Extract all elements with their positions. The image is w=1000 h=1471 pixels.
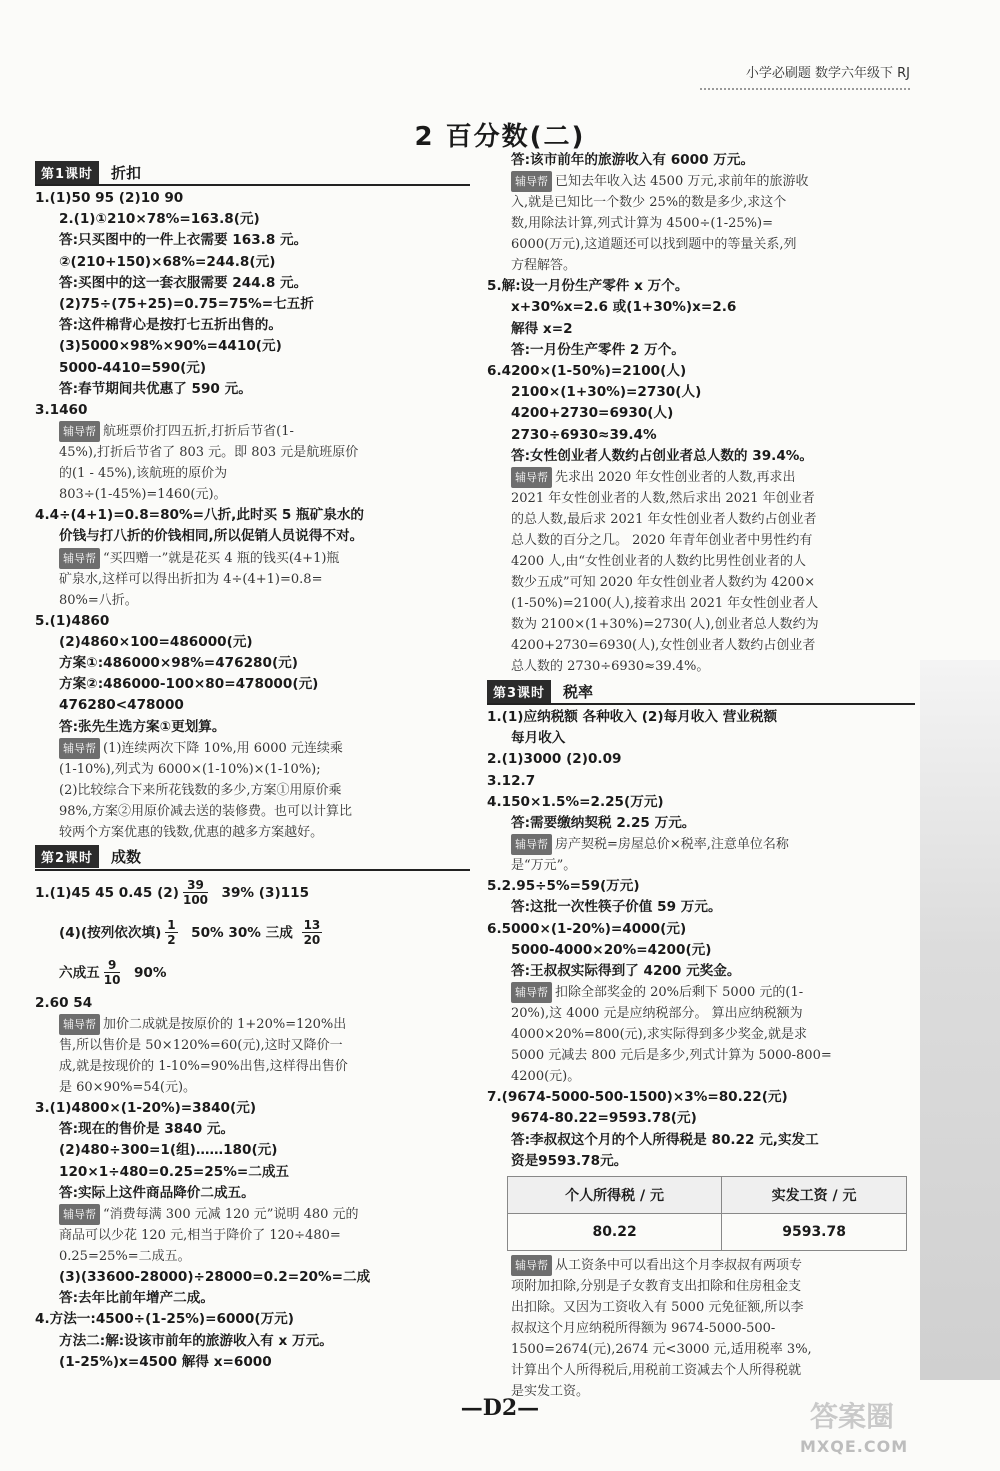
answer-l3-q7 [487, 1087, 915, 1172]
lesson-2-title: 成数 [111, 848, 142, 867]
note-line [511, 1339, 915, 1360]
l2-q2: 2.60 54 [35, 994, 93, 1011]
answer-q4-top [487, 150, 915, 171]
note-line [59, 484, 470, 505]
note-line [59, 548, 470, 569]
answer-l2-q3c [35, 1267, 470, 1373]
header-divider [700, 88, 910, 90]
fraction-9-10 [104, 958, 121, 987]
answer-line: 每月收入 [511, 730, 566, 747]
lesson-1-badge: 第1课时 [35, 161, 99, 184]
note-line [59, 738, 470, 759]
lesson-3-badge: 第3课时 [487, 680, 551, 703]
answer-line: 2.(1)①210×78%=163.8(元) [59, 211, 260, 228]
note-tag-icon: 辅导帮 [59, 1014, 100, 1035]
note-text: 2021 年女性创业者的人数,然后求出 2021 年创业者 [511, 491, 815, 507]
note-text: 已知去年收入达 4500 万元,求前年的旅游收 [555, 174, 809, 190]
denominator: 10 [103, 973, 121, 988]
text: 39% (3)115 [221, 884, 310, 901]
note-text: 1500=2674(元),2674 元<3000 元,适用税率 3%, [511, 1342, 812, 1358]
note-tag-icon: 辅导帮 [511, 1255, 552, 1276]
note-text: 4200 人,由“女性创业者的人数约比男性创业者的人 [511, 554, 806, 570]
answer-line: 4.方法一:4500÷(1-25%)=6000(万元) [35, 1311, 294, 1328]
note-text: 数为 2100×(1+30%)=2730(人),创业者总人数约为 [511, 617, 819, 633]
table-row [508, 1214, 907, 1251]
answer-q4 [35, 505, 470, 547]
answer-line: 4.4÷(4+1)=0.8=80%=八折,此时买 5 瓶矿泉水的 [35, 507, 365, 524]
answer-line: 4200+2730=6930(人) [511, 405, 674, 422]
note-line [59, 759, 470, 780]
note-line [511, 982, 915, 1003]
header-net-salary: 实发工资 / 元 [722, 1177, 907, 1214]
fraction-39-100 [183, 878, 208, 907]
page-title: 2 百分数(二) [414, 122, 586, 152]
page-edge-shadow [920, 660, 1000, 1380]
note-text: 5000 元减去 800 元后是多少,列式计算为 5000-800= [511, 1048, 832, 1064]
answer-line: (2)75÷(75+25)=0.75=75%=七五折 [59, 296, 314, 313]
note-text: 是“万元”。 [511, 858, 577, 874]
note-l3-q4 [487, 834, 915, 876]
note-line [511, 213, 915, 234]
denominator: 2 [167, 933, 176, 948]
note-text: 矿泉水,这样可以得出折扣为 4÷(4+1)=0.8= [59, 571, 323, 587]
note-line [511, 1255, 915, 1276]
note-line [511, 192, 915, 213]
running-head: 小学必刷题 数学六年级下 RJ [745, 66, 910, 81]
note-line [511, 1045, 915, 1066]
answer-line: 1.(1)应纳税额 各种收入 (2)每月收入 营业税额 [487, 709, 778, 726]
answer-line: 2.(1)3000 (2)0.09 [487, 751, 622, 768]
note-text: 从工资条中可以看出这个月李叔叔有两项专 [555, 1258, 803, 1274]
note-tag-icon: 辅导帮 [59, 421, 100, 442]
answer-line: 答:李叔叔这个月的个人所得税是 80.22 元,实发工 [511, 1131, 819, 1148]
note-text: “消费每满 300 元减 120 元”说明 480 元的 [103, 1207, 359, 1223]
note-line [59, 1035, 470, 1056]
answer-line: 答:该市前年的旅游收入有 6000 万元。 [511, 152, 755, 168]
note-text: 4000×20%=800(元),求实际得到多少奖金,就是求 [511, 1027, 807, 1043]
answer-line: 方法二:解:设该市前年的旅游收入有 x 万元。 [59, 1332, 333, 1349]
answer-line: 2100×(1+30%)=2730(人) [511, 384, 702, 401]
note-tag-icon: 辅导帮 [511, 982, 552, 1003]
note-text: 扣除全部奖金的 20%后剩下 5000 元的(1- [555, 985, 804, 1001]
note-text: 售,所以售价是 50×120%=60(元),这时又降价一 [59, 1038, 343, 1054]
note-q5 [35, 738, 470, 843]
answer-line: 答:买图中的这一套衣服需要 244.8 元。 [59, 274, 308, 291]
answer-line: 答:现在的售价是 3840 元。 [59, 1121, 235, 1138]
note-line [511, 551, 915, 572]
denominator: 20 [303, 933, 321, 948]
lesson-3-answers [487, 707, 915, 834]
note-text: 的总人数,最后求 2021 年女性创业者人数约占创业者 [511, 512, 817, 528]
answer-line: 2730÷6930≈39.4% [511, 426, 657, 443]
note-line [511, 635, 915, 656]
note-line [59, 421, 470, 442]
answer-l2-q3 [35, 1098, 470, 1204]
answer-line: 5.(1)4860 [35, 612, 110, 629]
note-tag-icon: 辅导帮 [59, 548, 100, 569]
tax-table [507, 1176, 907, 1251]
note-text: 803÷(1-45%)=1460(元)。 [59, 487, 227, 503]
fraction-1-2 [165, 918, 177, 947]
note-line [511, 614, 915, 635]
page-number: —D2— [460, 1395, 540, 1421]
note-text: 商品可以少花 120 元,相当于降价了 120÷480= [59, 1228, 341, 1244]
numerator: 1 [167, 918, 176, 933]
numerator: 9 [104, 958, 121, 973]
answer-line: 5000-4000×20%=4200(元) [511, 941, 712, 958]
note-line [511, 656, 915, 677]
note-text: 0.25=25%=二成五。 [59, 1249, 191, 1265]
note-line [511, 255, 915, 276]
note-line [511, 1360, 915, 1381]
answer-line: 3.(1)4800×(1-20%)=3840(元) [35, 1100, 257, 1117]
note-text: 航班票价打四五折,打折后节省(1- [103, 424, 294, 440]
cell-income-tax: 80.22 [508, 1214, 722, 1251]
lesson-1-title: 折扣 [111, 163, 142, 182]
answer-line: 答:春节期间共优惠了 590 元。 [59, 380, 252, 397]
lesson-3-title: 税率 [563, 682, 594, 701]
text: 50% 30% 三成 [191, 924, 293, 941]
numerator: 39 [183, 878, 208, 893]
answer-line: 答:这件棉背心是按打七五折出售的。 [59, 317, 282, 334]
note-text: “买四赠一”就是花买 4 瓶的钱买(4+1)瓶 [103, 550, 340, 566]
note-line [511, 171, 915, 192]
text: 1.(1)45 45 0.45 (2) [35, 884, 179, 901]
answer-r-q5 [487, 276, 915, 467]
answer-line: 答:只买图中的一件上衣需要 163.8 元。 [59, 232, 308, 249]
note-l3-q7 [487, 1255, 915, 1402]
note-line [511, 855, 915, 876]
answer-line: 答:需要缴纳契税 2.25 万元。 [511, 815, 696, 832]
note-tag-icon: 辅导帮 [511, 834, 552, 855]
note-line [59, 1014, 470, 1035]
note-text: (1-10%),列式为 6000×(1-10%)×(1-10%); [59, 761, 321, 777]
note-tag-icon: 辅导帮 [511, 171, 552, 192]
note-text: 数少五成”可知 2020 年女性创业者人数约为 4200× [511, 575, 816, 591]
lesson-2-badge: 第2课时 [35, 845, 99, 868]
answer-line: 1.(1)50 95 (2)10 90 [35, 190, 184, 206]
note-text: 成,就是按现价的 1-10%=90%出售,这样得出售价 [59, 1059, 348, 1075]
note-text: 20%),这 4000 元是应纳税部分。 算出应纳税额为 [511, 1006, 803, 1022]
note-l2-q3 [35, 1204, 470, 1267]
answer-line: 价钱与打八折的价钱相同,所以促销人员说得不对。 [59, 528, 364, 545]
answer-line: 6.4200×(1-50%)=2100(人) [487, 363, 687, 380]
note-text: 80%=八折。 [59, 592, 138, 608]
note-line [59, 822, 470, 843]
note-line [511, 1024, 915, 1045]
note-line [59, 1225, 470, 1246]
answer-line: (2)4860×100=486000(元) [59, 633, 253, 650]
note-r-q6 [487, 467, 915, 677]
note-text: 是实发工资。 [511, 1384, 590, 1400]
note-text: 数,用除法计算,列式计算为 4500÷(1-25%)= [511, 216, 773, 232]
note-line [511, 1276, 915, 1297]
answer-line: 5.2.95÷5%=59(万元) [487, 878, 640, 895]
note-q4 [35, 548, 470, 611]
answer-line: 方案②:486000-100×80=478000(元) [59, 676, 319, 693]
note-line [59, 569, 470, 590]
note-text: 6000(万元),这道题还可以找到题中的等量关系,列 [511, 237, 797, 253]
answer-line: 3.12.7 [487, 772, 536, 789]
note-line [59, 1056, 470, 1077]
note-line [59, 442, 470, 463]
answer-line: 答:实际上这件商品降价二成五。 [59, 1184, 255, 1201]
fraction-13-20 [302, 918, 323, 947]
answer-line: 资是9593.78元。 [511, 1152, 628, 1169]
table-header-row [508, 1177, 907, 1214]
lesson-1-header [35, 160, 470, 186]
answer-line: (3)5000×98%×90%=4410(元) [59, 338, 282, 355]
note-line [59, 590, 470, 611]
note-text: 总人数的百分之几。 2020 年青年创业者中男性约有 [511, 533, 813, 549]
lesson-3-header [487, 679, 915, 705]
answer-line: x+30%x=2.6 或(1+30%)x=2.6 [511, 299, 737, 316]
note-line [511, 834, 915, 855]
note-line [511, 572, 915, 593]
watermark-logo: 答案圈 [810, 1400, 895, 1433]
note-text: 4200+2730=6930(人),女性创业者人数约占创业者 [511, 638, 816, 654]
answer-line: ②(210+150)×68%=244.8(元) [59, 253, 276, 270]
note-line [59, 463, 470, 484]
note-text: 计算出个人所得税后,用税前工资减去个人所得税就 [511, 1363, 802, 1379]
answer-line: (3)(33600-28000)÷28000=0.2=20%=二成 [59, 1269, 371, 1286]
l2-q1-line2 [35, 913, 470, 953]
note-text: 总人数的 2730÷6930≈39.4%。 [511, 659, 710, 675]
note-line [511, 467, 915, 488]
note-line [511, 530, 915, 551]
note-line [59, 801, 470, 822]
note-line [511, 1003, 915, 1024]
note-text: 项附加扣除,分别是子女教育支出扣除和住房租金支 [511, 1279, 802, 1295]
answer-line: 答:这批一次性筷子价值 59 万元。 [511, 899, 722, 916]
left-column [35, 158, 470, 1373]
denominator: 100 [182, 893, 209, 908]
text: (4)(按列依次填) [59, 924, 162, 941]
answer-line: 答:去年比前年增产二成。 [59, 1290, 214, 1307]
l2-q1-line1 [35, 873, 470, 913]
note-line [59, 1077, 470, 1098]
note-text: (1-50%)=2100(人),接着求出 2021 年女性创业者人 [511, 596, 819, 612]
note-text: 出扣除。又因为工资收入有 5000 元免征额,所以李 [511, 1300, 804, 1316]
note-text: 方程解答。 [511, 258, 577, 274]
cell-net-salary: 9593.78 [722, 1214, 907, 1251]
text: 六成五 [59, 964, 100, 981]
note-line [59, 780, 470, 801]
note-line [511, 1297, 915, 1318]
note-line [511, 234, 915, 255]
note-r-q4 [487, 171, 915, 276]
note-text: 入,就是已知比一个数少 25%的数是多少,求这个 [511, 195, 787, 211]
answer-line: (1-25%)x=4500 解得 x=6000 [59, 1353, 272, 1370]
answer-q5 [35, 611, 470, 738]
answer-line: 9674-80.22=9593.78(元) [511, 1110, 697, 1127]
answer-line: 3.1460 [35, 402, 88, 419]
answer-line: 120×1÷480=0.25=25%=二成五 [59, 1163, 290, 1180]
answer-l3-q5 [487, 876, 915, 982]
note-line [511, 593, 915, 614]
note-text: 98%,方案②用原价减去送的装修费。也可以计算比 [59, 803, 353, 819]
note-line [511, 488, 915, 509]
note-text: 的(1 - 45%),该航班的原价为 [59, 466, 228, 482]
note-l2-q2 [35, 1014, 470, 1098]
numerator: 13 [303, 918, 321, 933]
right-column [487, 150, 915, 1402]
note-line [59, 1204, 470, 1225]
note-q3 [35, 421, 470, 505]
answer-line: 答:王叔叔实际得到了 4200 元奖金。 [511, 963, 741, 980]
text: 90% [133, 964, 167, 981]
note-text: 先求出 2020 年女性创业者的人数,再求出 [555, 470, 796, 486]
note-text: 加价二成就是按原价的 1+20%=120%出 [103, 1017, 347, 1033]
note-text: 房产契税=房屋总价×税率,注意单位名称 [555, 837, 789, 853]
note-tag-icon: 辅导帮 [511, 467, 552, 488]
note-tag-icon: 辅导帮 [59, 738, 100, 759]
answer-line: 7.(9674-5000-500-1500)×3%=80.22(元) [487, 1089, 788, 1106]
note-text: 叔叔这个月应纳税所得额为 9674-5000-500- [511, 1321, 776, 1337]
l2-q1-line3 [35, 953, 470, 993]
lesson-1-answers [35, 188, 470, 421]
note-line [511, 509, 915, 530]
note-line [511, 1066, 915, 1087]
answer-line: 5000-4410=590(元) [59, 359, 207, 376]
answer-line: 6.5000×(1-20%)=4000(元) [487, 920, 687, 937]
answer-line: 476280<478000 [59, 697, 184, 714]
note-text: (2)比较综合下来所花钱数的多少,方案①用原价乘 [59, 782, 342, 798]
note-text: 是 60×90%=54(元)。 [59, 1080, 197, 1096]
answer-line: 答:张先生选方案①更划算。 [59, 718, 226, 735]
answer-line: 答:女性创业者人数约占创业者总人数的 39.4%。 [511, 447, 814, 464]
note-text: (1)连续两次下降 10%,用 6000 元连续乘 [103, 740, 343, 756]
watermark-url: MXQE.COM [800, 1437, 909, 1456]
answer-line: 答:一月份生产零件 2 万个。 [511, 341, 685, 358]
lesson-2-header [35, 845, 470, 871]
note-tag-icon: 辅导帮 [59, 1204, 100, 1225]
answer-line: 4.150×1.5%=2.25(万元) [487, 793, 664, 810]
note-text: 4200(元)。 [511, 1069, 581, 1085]
answer-line: 5.解:设一月份生产零件 x 万个。 [487, 278, 689, 295]
header-income-tax: 个人所得税 / 元 [508, 1177, 722, 1214]
note-l3-q6 [487, 982, 915, 1087]
note-text: 45%),打折后节省了 803 元。即 803 元是航班原价 [59, 445, 359, 461]
note-line [59, 1246, 470, 1267]
answer-line: 方案①:486000×98%=476280(元) [59, 655, 298, 672]
answer-line: 解得 x=2 [511, 320, 573, 337]
note-text: 较两个方案优惠的钱数,优惠的越多方案越好。 [59, 824, 324, 840]
answer-line: (2)480÷300=1(组)……180(元) [59, 1142, 278, 1159]
note-line [511, 1318, 915, 1339]
